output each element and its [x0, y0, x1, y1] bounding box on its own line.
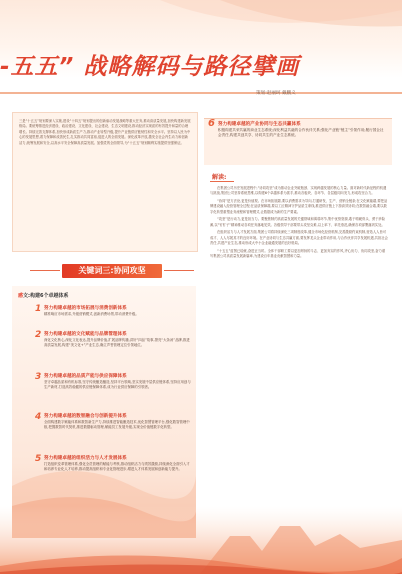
body-paragraph: “十五五”蓝图已绘就,奋进正当时。全体干部职工要以更加昂扬的斗志、更加务实的作风,齐心协力、协同攻坚,奋力谱写集团公司高质量发展新篇章,为建设百年基业贡献智慧和力量。 — [210, 248, 386, 258]
keyword-item — [35, 304, 192, 317]
subheading-mark: 感 — [18, 293, 24, 299]
item-six-number: 6 — [208, 118, 215, 129]
keyword-item — [35, 454, 192, 472]
item-number: 1 — [35, 304, 42, 314]
footer-illustration — [0, 506, 402, 574]
item-title: 努力构建卓越的组织活力与人才发展体系 — [44, 456, 127, 461]
keyword-subheading — [18, 292, 69, 299]
banner — [0, 0, 402, 78]
item-description: 坚守卓越品质和有机标准,坚守传统酿造酿造,坚持平台领域,坚实发展中层供应链体系,坚持应用创与生产新材,打造高效稳健的供应链保障体系,成为行业供应保障的引领者。 — [44, 380, 191, 389]
banner-title: -五五” 战略解码与路径擘画 — [0, 54, 300, 80]
item-title: 努力构建卓越的品质产能与供应保障体系 — [44, 374, 127, 379]
interpretation-underline — [210, 181, 234, 182]
item-description: 全面构建数字赋能体系和数智新生产力,持续推进智能酿造技术,优化智慧管理平台,强化数智管理中枢,把握数智时代契机,推进数据驱动管理,赋能员工发展升级,实现全价值链数字化转型。 — [44, 420, 190, 429]
intro-text: 三是“十五五”规划要深入实施,建设“十四五”规划提出的创新驱动发展战略等重大任务,推动高质量发展,加快构建新发展格局。要统筹推进经济建设、政治建设、文化建设、社会建设、生态文明建设,推动经济实现质的有效提升和量的合理增长。持续完善支撑体系,加快形成新质生产力,推动产业转型升级,提升产业链供应链韧性和安全水平。坚持以人民为中心的发展思想,着力保障和改善民生,扎实推动共同富裕,促进人的全面发展。深化改革开放,激发全社会内生动力和创新活力,统筹发展和安全,以高水平安全保障高质量发展。加强党的全面领导,为“十五五”规划顺利实施提供坚强保证。 — [19, 119, 191, 145]
item-six-title: 努力构建卓越的产业协同与生态共赢体系 — [218, 122, 301, 127]
keyword-heading: 关键词三:协同攻坚 — [62, 264, 162, 278]
item-description: 打造组织变革管理体系,强化全员管理的赋能与考核,推动组织活力与绩效激励,持续深化全面引入才和培养专业化人才培养,推动提高组织和专业化管理进步,增进人才体系发展和创新能力提升。 — [44, 462, 190, 471]
interpretation-body — [210, 186, 388, 546]
heading-deco-right — [164, 270, 194, 271]
keyword-item — [35, 330, 192, 348]
item-title: 努力构建卓越的市场拓展与消费创新体系 — [44, 306, 127, 311]
item-number: 3 — [35, 372, 42, 382]
item-title: 努力构建卓越的数智融合与创新提升体系 — [44, 414, 127, 419]
item-description: 深化文化核心,深化文化表达,提升品牌价值,扩展品牌传播,讲好“四品”故事,擦亮“大条汤”品牌,推进高质量发展,构建“美文化+”产业生态,确立声誉管理定位引领地位。 — [44, 338, 190, 347]
body-paragraph: “协同”是方法论,更是价值观。在市场拓展端,要以消费需求为导向,打通研发、生产、营销全链条;在文化赋能端,要把品牌建设融入经营管理全过程;在品质保障端,要以工匠精神守护品质生命线,推进供应链上下游高效协同;在数智融合端,要以数字化转型重塑业务流程和管理模式,让数据成为新的生产要素。 — [210, 198, 388, 214]
intro-block — [12, 112, 198, 252]
banner-divider — [0, 92, 402, 94]
keyword-item — [35, 412, 192, 430]
body-paragraph: 在集团公司历史发展进程中,“协同攻坚”成为推动企业突破瓶颈、实现跨越发展的核心力量。面对新时代新征程的机遇与挑战,集团公司坚持系统思维,以构建6个卓越体系为抓手,推动各板块、各环节、各层级同向发力,形成攻坚合力。 — [210, 186, 387, 196]
item-six-description: 积极构建共荣共赢的商业生态系统;深化利益共融的合作伙伴关系;强化产业链“链主”引领作用;履行国企社会责任,构建共创共享、协同共生的产业生态系统。 — [218, 128, 384, 138]
subheading-text: 文:构建6个卓越体系 — [23, 293, 69, 299]
body-paragraph: 在组织活力与人才发展方面,集团公司将持续深化三项制度改革,健全市场化经营机制,完善激励约束机制,营造人人皆可成才、人人尽展其才的良好环境。在产业协同与生态共赢方面,要发挥龙头企业带动作用,与合作伙伴共享发展机遇,共担社会责任,共建产业生态,推动形成大中小企业融通发展的良好格局。 — [210, 230, 388, 246]
body-paragraph: “攻坚”是行动力,更是担当力。要聚焦制约高质量发展的关键领域和薄弱环节,集中优势资源,敢于啃硬骨头、勇于涉险滩,以“钉钉子”精神推动各项任务落地见效。各级领导干部要带头攻坚克难,以上率下、率先垂范,确保各项部署落到实处。 — [210, 217, 386, 227]
item-title: 努力构建卓越的文化赋能与品牌管理体系 — [44, 332, 127, 337]
heading-deco-left — [30, 270, 60, 271]
byline: 策划:赵丽珂 戴鹏义 — [256, 91, 296, 96]
item-number: 4 — [35, 412, 42, 422]
interpretation-label: 解读: — [212, 174, 227, 181]
keyword-item — [35, 372, 192, 390]
item-number: 2 — [35, 330, 42, 340]
item-description: 精准响应市场需求,升级营销模式,创新消费场景,带动消费升级。 — [44, 312, 139, 316]
item-number: 5 — [35, 454, 42, 464]
